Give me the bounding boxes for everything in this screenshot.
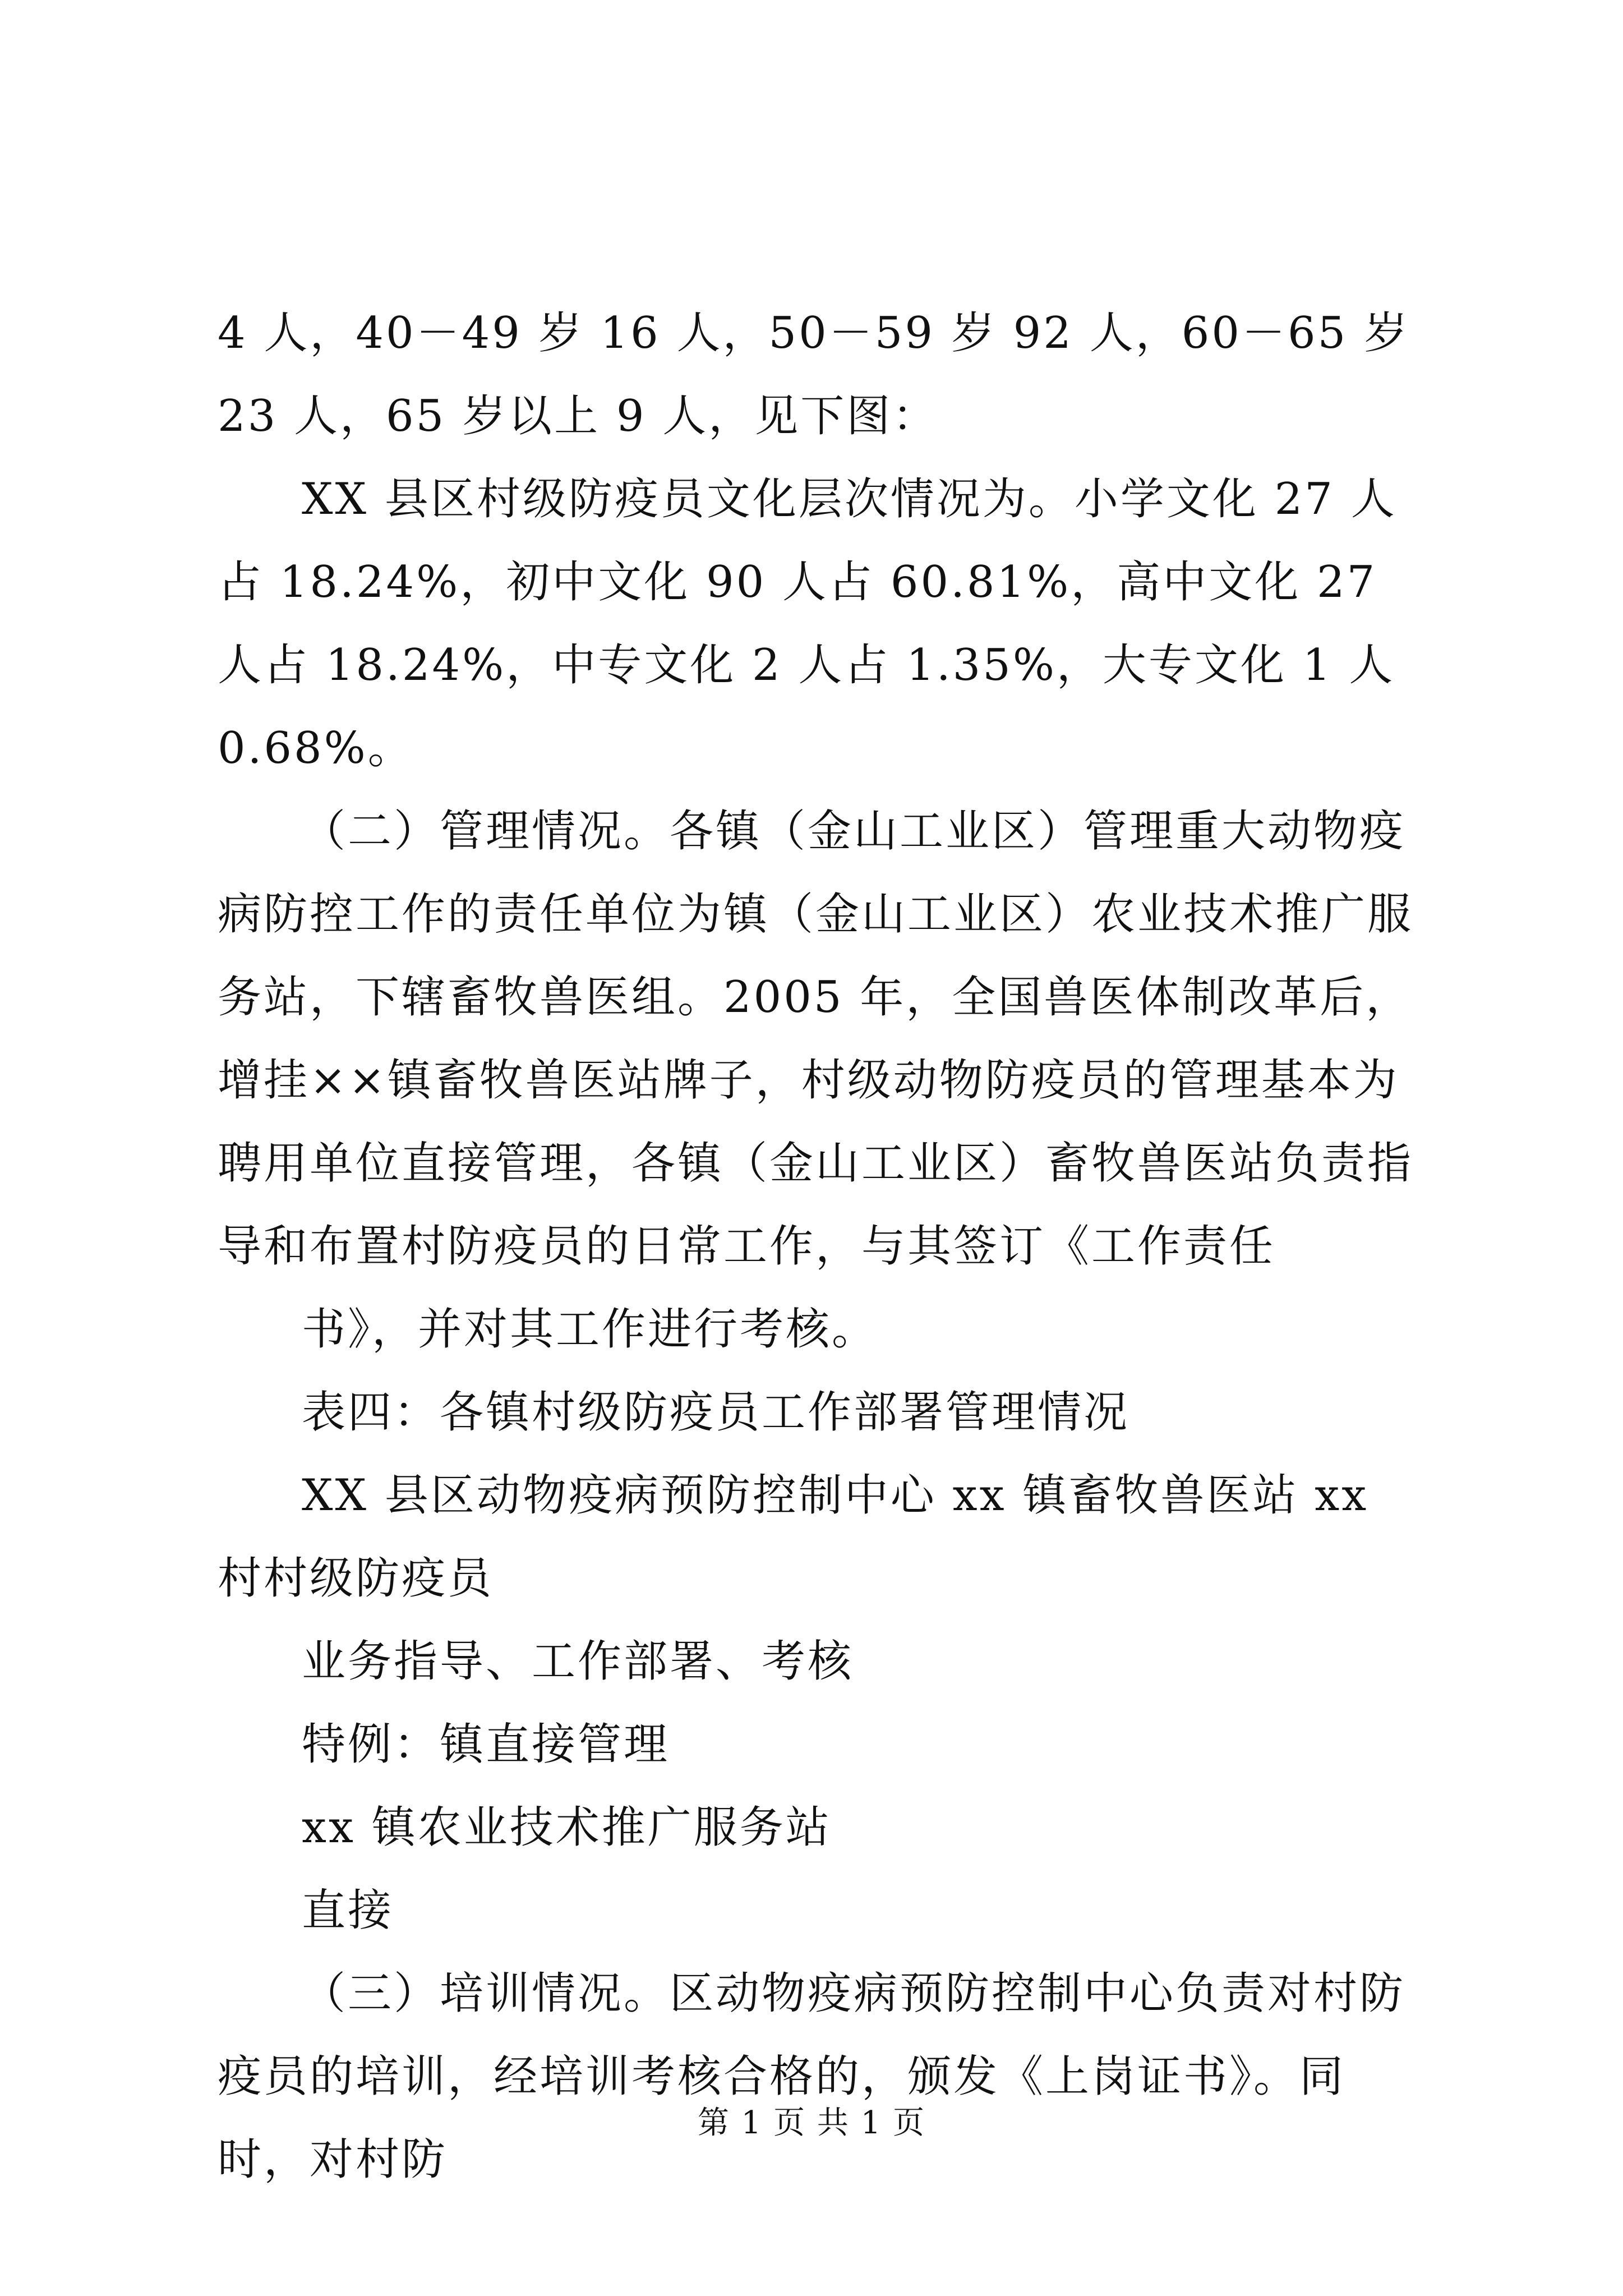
paragraph-management-situation: （二）管理情况。各镇（金山工业区）管理重大动物疫病防控工作的责任单位为镇（金山工业区）农业技术推广服务站，下辖畜牧兽医组。2005 年，全国兽医体制改革后，增挂××镇畜牧兽医站牌子，村级动物防疫员的管理基本为聘用单位直接管理，各镇（金山工业区）畜牧兽医站负责指导和布置村防疫员的日常工作，与其签订《工作责任 (218, 806, 1414, 1272)
page-number: 第 1 页 共 1 页 (697, 2105, 926, 2141)
document-body (218, 292, 1429, 2201)
page-footer (0, 2101, 1623, 2146)
diagram-hierarchy-line: XX 县区动物疫病预防控制中心 xx 镇畜牧兽医站 xx 村村级防疫员 (218, 1470, 1369, 1604)
diagram-agri-station: xx 镇农业技术推广服务站 (302, 1802, 832, 1853)
paragraph-education-levels: XX 县区村级防疫员文化层次情况为。小学文化 27 人占 18.24%，初中文化 90 人占 60.81%，高中文化 27 人占 18.24%，中专文化 2 人占 1.35%，大专文化 1 人 0.68%。 (218, 474, 1397, 774)
table-four-title: 表四：各镇村级防疫员工作部署管理情况 (302, 1387, 1130, 1438)
paragraph-training-situation: （三）培训情况。区动物疫病预防控制中心负责对村防疫员的培训，经培训考核合格的，颁发《上岗证书》。同时，对村防 (218, 1968, 1406, 2185)
paragraph-age-distribution: 4 人，40－49 岁 16 人，50－59 岁 92 人，60－65 岁 23 人，65 岁以上 9 人，见下图： (218, 308, 1410, 441)
diagram-special-case: 特例：镇直接管理 (302, 1719, 670, 1770)
diagram-guidance-line: 业务指导、工作部署、考核 (302, 1636, 854, 1687)
paragraph-assessment: 书》，并对其工作进行考核。 (302, 1304, 878, 1355)
diagram-direct: 直接 (302, 1885, 394, 1936)
